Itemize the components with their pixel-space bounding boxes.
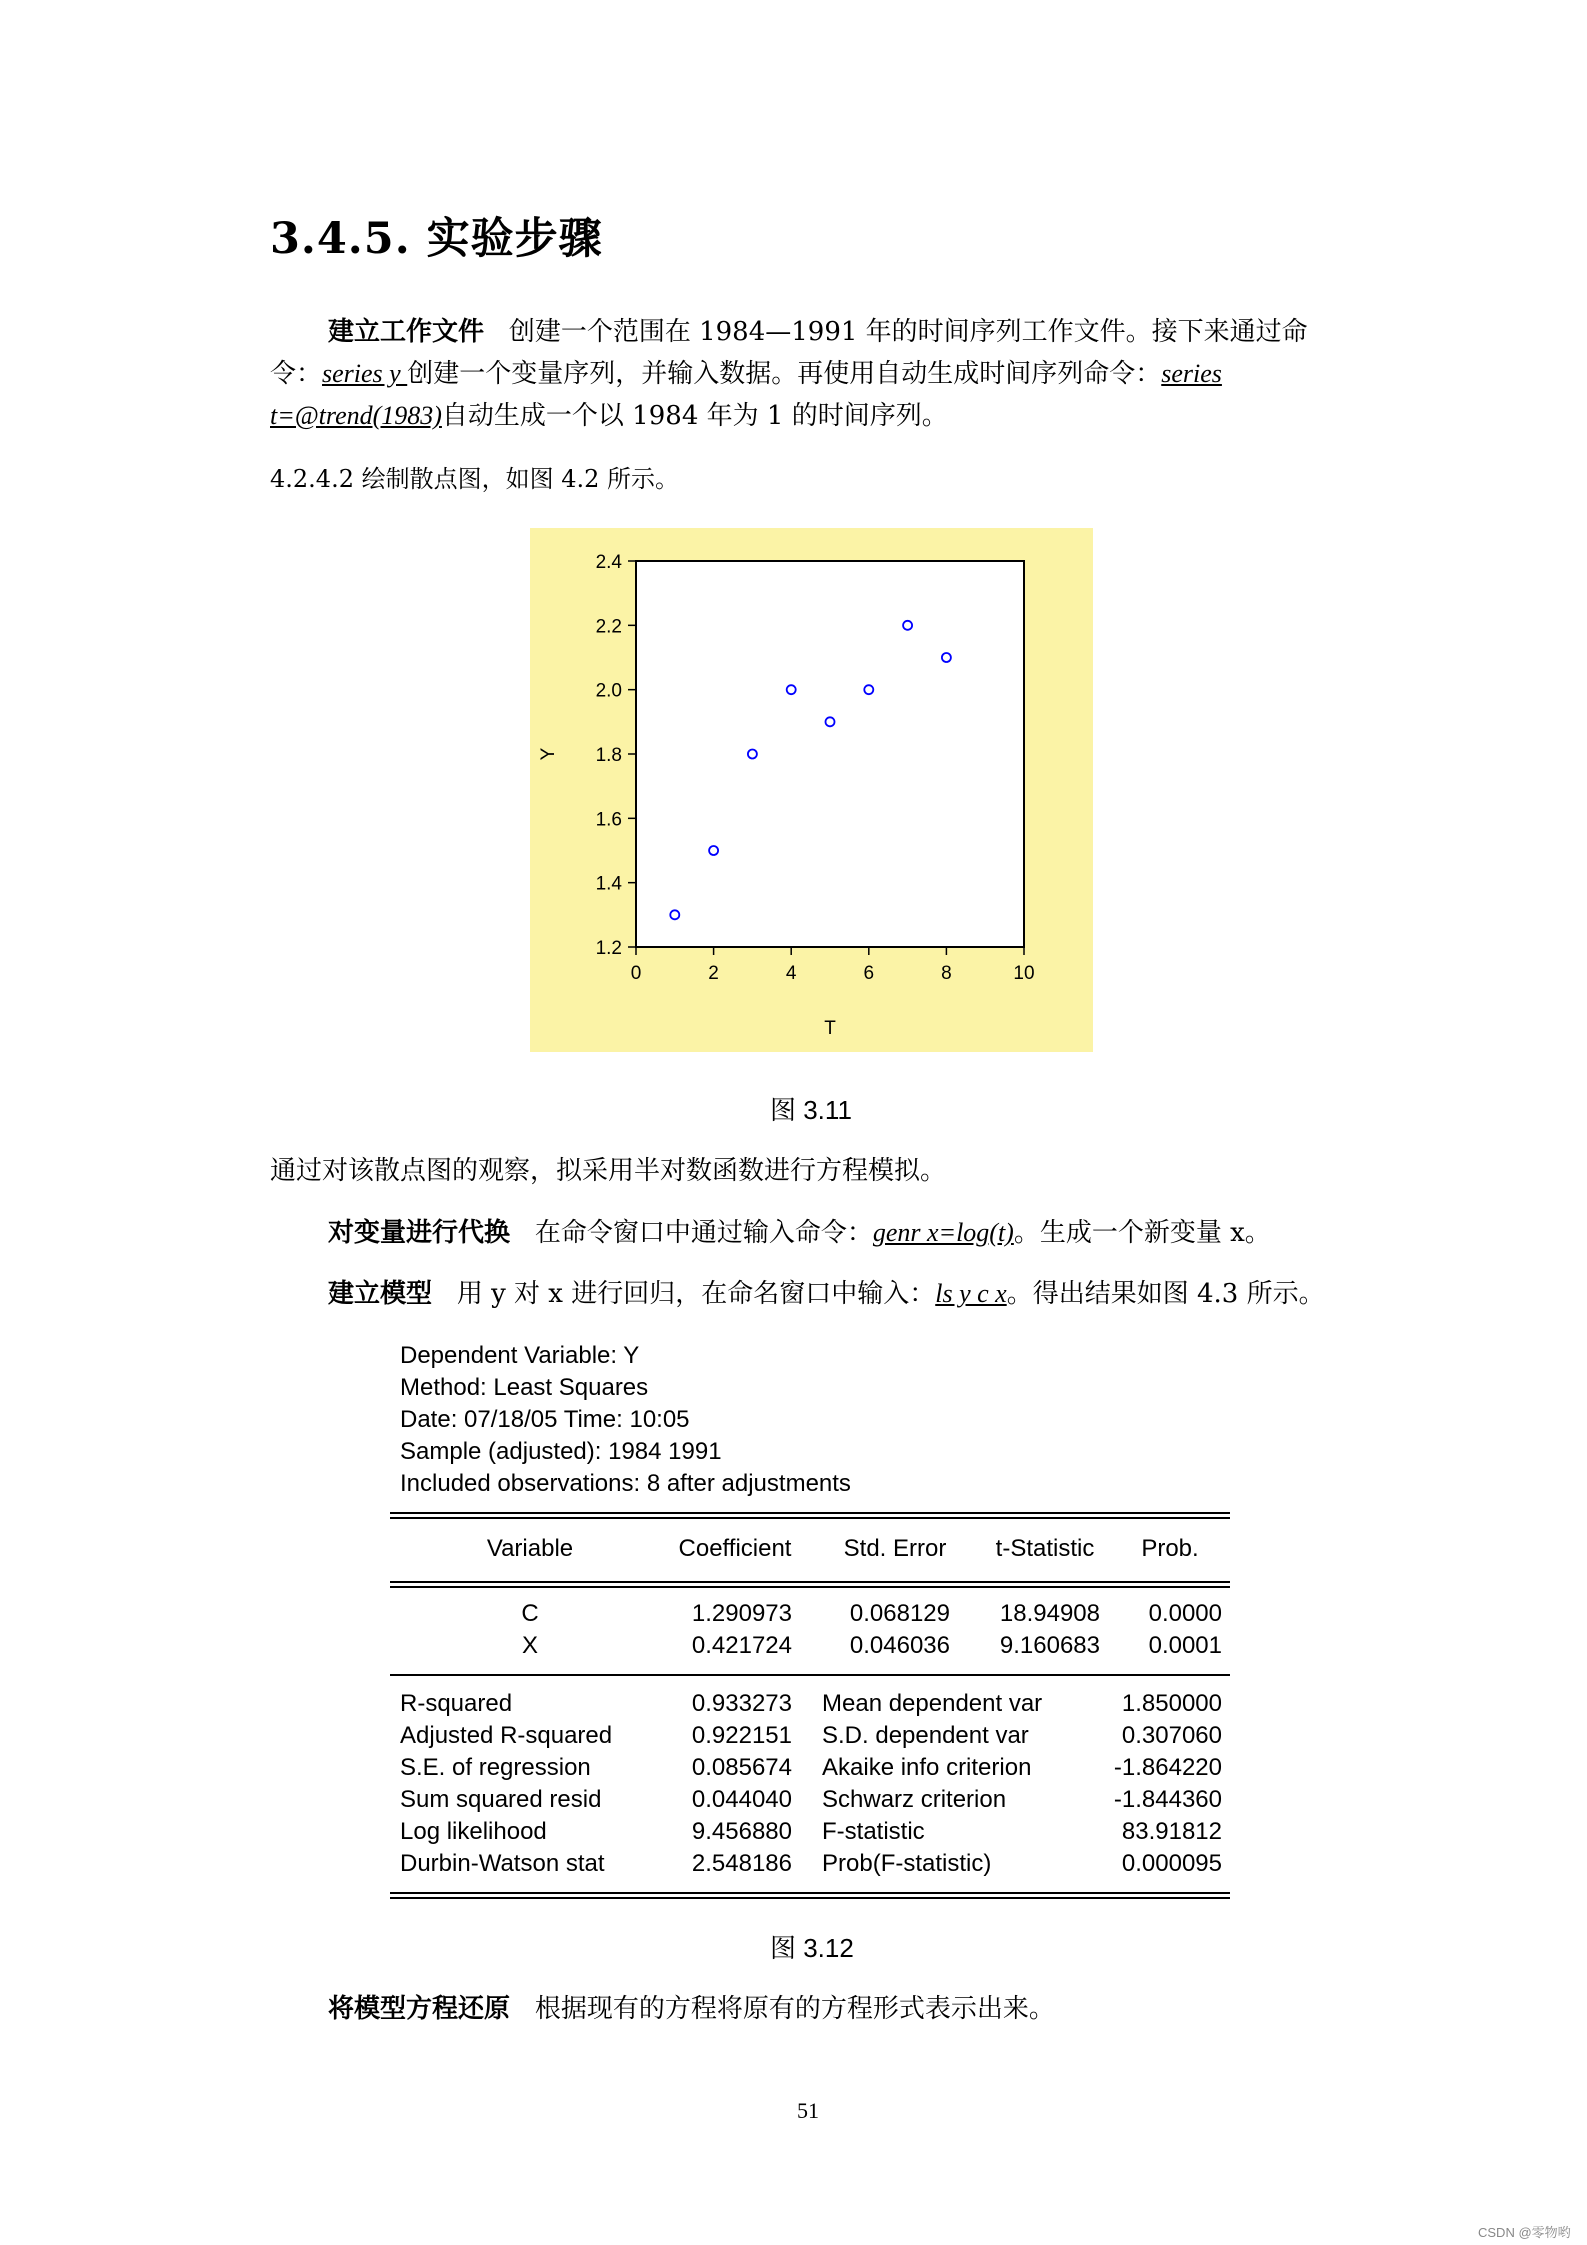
y-tick-label: 2.2 [595, 616, 622, 638]
x-tick-label: 6 [863, 963, 875, 984]
coef-variable: X [521, 1632, 538, 1659]
coef-prob: 0.0001 [1148, 1632, 1222, 1659]
figure-caption-3-11: 图 3.11 [770, 1095, 852, 1125]
scatter-chart [530, 528, 1093, 1052]
col-t-statistic: t-Statistic [995, 1535, 1095, 1562]
stat-value-right: -1.864220 [1113, 1754, 1222, 1781]
coef-std-error: 0.068129 [849, 1600, 950, 1627]
statistics-row [390, 1688, 1230, 1720]
watermark: CSDN @零物哟 [1478, 2225, 1571, 2240]
command-genr: genr x=log(t) [872, 1218, 1014, 1247]
stat-value-right: 1.850000 [1121, 1690, 1222, 1717]
stat-value-left: 0.044040 [691, 1786, 792, 1813]
stat-label-left: Sum squared resid [400, 1786, 602, 1813]
substitution-text-2: 。生成一个新变量 x。 [1013, 1218, 1271, 1248]
y-tick-label: 1.2 [595, 938, 622, 959]
stat-label-right: Prob(F-statistic) [822, 1850, 992, 1877]
substitution-text-1: 在命令窗口中通过输入命令： [534, 1218, 873, 1248]
substitution-heading: 对变量进行代换 [328, 1218, 511, 1248]
scatter-plot-svg [530, 528, 1093, 1052]
statistics-row [390, 1848, 1230, 1880]
stat-label-right: Mean dependent var [822, 1690, 1043, 1717]
x-tick-label: 0 [630, 963, 642, 984]
stat-value-left: 9.456880 [691, 1818, 792, 1845]
paragraph-workfile-line3 [270, 395, 948, 437]
stat-value-right: 83.91812 [1121, 1818, 1222, 1845]
y-tick-label: 2.4 [595, 552, 622, 573]
paragraph-scatter-intro: 4.2.4.2 绘制散点图，如图 4.2 所示。 [270, 465, 680, 493]
x-tick-label: 2 [708, 963, 719, 984]
coef-t-statistic: 9.160683 [999, 1632, 1100, 1659]
header-dependent-variable: Dependent Variable: Y [400, 1342, 640, 1369]
y-tick-label: 1.6 [595, 809, 622, 831]
stat-value-right: -1.844360 [1113, 1786, 1222, 1813]
workfile-text-2a: 令： [270, 359, 323, 389]
coefficient-row [390, 1598, 1230, 1630]
x-tick-label: 10 [1013, 963, 1035, 984]
section-title: 3.4.5. 实验步骤 [270, 214, 603, 264]
y-tick-label: 1.8 [595, 745, 622, 766]
restore-text: 根据现有的方程将原有的方程形式表示出来。 [534, 1994, 1055, 2024]
col-prob: Prob. [1141, 1535, 1199, 1562]
paragraph-restore [328, 1988, 1055, 2030]
x-tick-label: 8 [941, 963, 952, 984]
coef-t-statistic: 18.94908 [999, 1600, 1100, 1627]
y-tick-label: 1.4 [595, 873, 622, 895]
paragraph-workfile-line1 [328, 311, 1308, 353]
command-trend: t=@trend(1983) [270, 401, 442, 430]
col-coefficient: Coefficient [678, 1535, 792, 1562]
stat-value-left: 2.548186 [691, 1850, 792, 1877]
stat-value-left: 0.922151 [691, 1722, 792, 1749]
command-series-y: series y [322, 359, 408, 388]
stat-label-left: Log likelihood [400, 1818, 547, 1845]
coef-coefficient: 1.290973 [691, 1600, 792, 1627]
coef-coefficient: 0.421724 [691, 1632, 792, 1659]
x-tick-label: 4 [785, 963, 797, 984]
stat-label-right: Schwarz criterion [822, 1786, 1007, 1813]
command-series: series [1161, 359, 1222, 388]
model-text-2: 。得出结果如图 4.3 所示。 [1006, 1279, 1325, 1309]
stat-value-left: 0.933273 [691, 1690, 792, 1717]
regression-output [390, 1340, 1230, 1899]
paragraph-model [328, 1273, 1325, 1315]
restore-heading: 将模型方程还原 [328, 1994, 511, 2024]
stat-value-right: 0.307060 [1121, 1722, 1222, 1749]
y-tick-label: 2.0 [595, 680, 622, 702]
statistics-row [390, 1816, 1230, 1848]
double-rule [390, 1512, 1230, 1519]
model-text-1: 用 y 对 x 进行回归，在命名窗口中输入： [456, 1279, 936, 1309]
header-method: Method: Least Squares [400, 1374, 649, 1401]
double-rule [390, 1892, 1230, 1899]
stat-label-right: F-statistic [822, 1818, 925, 1845]
command-ls: ls y c x [935, 1279, 1007, 1308]
plot-area [636, 561, 1024, 947]
coef-prob: 0.0000 [1148, 1600, 1222, 1627]
coefficient-row [390, 1630, 1230, 1662]
stat-label-right: Akaike info criterion [822, 1754, 1032, 1781]
paragraph-observation: 通过对该散点图的观察，拟采用半对数函数进行方程模拟。 [270, 1156, 947, 1186]
header-date: Date: 07/18/05 Time: 10:05 [400, 1406, 690, 1433]
statistics-row [390, 1752, 1230, 1784]
coef-variable: C [521, 1600, 539, 1627]
column-header-row [390, 1529, 1230, 1569]
model-heading: 建立模型 [328, 1279, 433, 1309]
coef-std-error: 0.046036 [849, 1632, 950, 1659]
stat-value-right: 0.000095 [1121, 1850, 1222, 1877]
y-axis-label: Y [538, 747, 559, 761]
col-variable: Variable [486, 1535, 574, 1562]
paragraph-substitution [328, 1212, 1271, 1254]
statistics-row [390, 1784, 1230, 1816]
stat-value-left: 0.085674 [691, 1754, 792, 1781]
double-rule [390, 1581, 1230, 1588]
stat-label-left: Durbin-Watson stat [400, 1850, 605, 1877]
stat-label-left: S.E. of regression [400, 1754, 591, 1781]
header-sample: Sample (adjusted): 1984 1991 [400, 1438, 722, 1465]
workfile-text-2b: 创建一个变量序列，并输入数据。再使用自动生成时间序列命令： [407, 359, 1162, 389]
stat-label-right: S.D. dependent var [822, 1722, 1029, 1749]
col-std-error: Std. Error [843, 1535, 947, 1562]
page-number: 51 [797, 2098, 819, 2123]
workfile-text-1: 创建一个范围在 1984—1991 年的时间序列工作文件。接下来通过命 [508, 317, 1308, 347]
workfile-heading: 建立工作文件 [328, 317, 485, 347]
workfile-text-3: 自动生成一个以 1984 年为 1 的时间序列。 [441, 401, 948, 431]
paragraph-workfile-line2 [270, 353, 1222, 395]
statistics-row [390, 1720, 1230, 1752]
figure-caption-3-12: 图 3.12 [770, 1933, 854, 1963]
header-observations: Included observations: 8 after adjustments [400, 1470, 851, 1497]
x-axis-label: T [824, 1018, 836, 1039]
stat-label-left: Adjusted R-squared [400, 1722, 613, 1749]
stat-label-left: R-squared [400, 1690, 513, 1717]
